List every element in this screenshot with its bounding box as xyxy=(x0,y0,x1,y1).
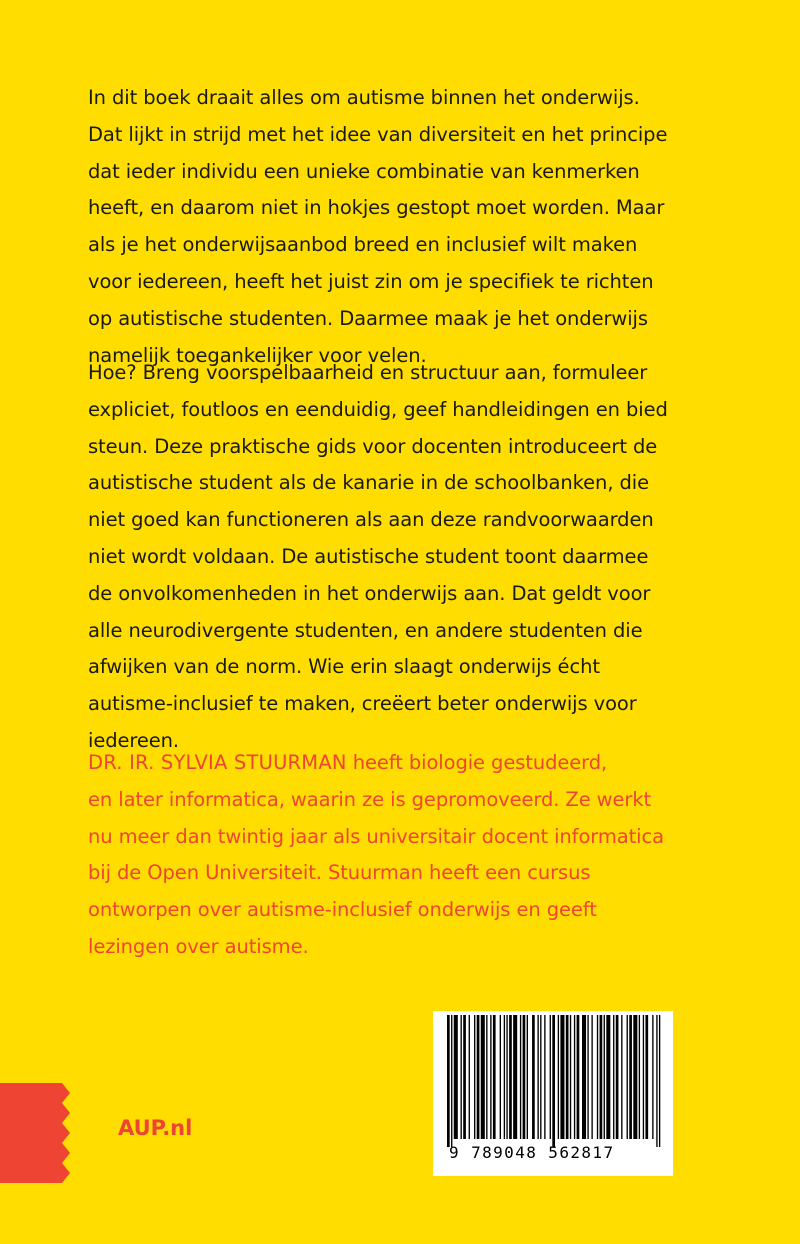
blurb-paragraph-2 xyxy=(88,355,768,760)
blurb-line: autisme-inclusief te maken, creëert beter onderwijs voor xyxy=(88,692,637,716)
blurb-line: In dit boek draait alles om autisme binnen het onderwijs. xyxy=(88,86,640,109)
blurb-line: afwijken van de norm. Wie erin slaagt onderwijs écht xyxy=(88,655,600,679)
blurb-line: voor iedereen, heeft het juist zin om je specifiek te richten xyxy=(88,269,654,293)
blurb-paragraph-1 xyxy=(88,80,768,374)
author-bio-line: lezingen over autisme. xyxy=(88,934,309,958)
publisher-website[interactable]: AUP.nl xyxy=(118,1116,193,1140)
blurb-line: dat ieder individu een unieke combinatie van kenmerken xyxy=(88,159,640,183)
blurb-line: niet goed kan functioneren als aan deze randvoorwaarden xyxy=(88,508,654,532)
author-bio-text: heeft biologie gestudeerd, xyxy=(346,751,608,774)
blurb-line: heeft, en daarom niet in hokjes gestopt moet worden. Maar xyxy=(88,196,665,220)
blurb-line: iedereen. xyxy=(88,728,180,752)
blurb-line: namelijk toegankelijker voor velen. xyxy=(88,343,427,367)
blurb-line: expliciet, foutloos en eenduidig, geef handleidingen en bied xyxy=(88,397,668,421)
barcode xyxy=(433,1011,673,1176)
blurb-line: autistische student als de kanarie in de schoolbanken, die xyxy=(88,471,650,495)
author-name: DR. IR. SYLVIA STUURMAN xyxy=(88,751,347,774)
author-bio-line: bij de Open Universiteit. Stuurman heeft een cursus xyxy=(88,861,591,885)
publisher-zigzag-mark xyxy=(0,1083,70,1183)
isbn-number: 9 789048 562817 xyxy=(449,1143,615,1162)
blurb-line: Dat lijkt in strijd met het idee van diversiteit en het principe xyxy=(88,122,668,146)
blurb-line: op autistische studenten. Daarmee maak je het onderwijs xyxy=(88,306,648,330)
author-bio-line: ontworpen over autisme-inclusief onderwijs en geeft xyxy=(88,898,597,922)
author-bio-line: nu meer dan twintig jaar als universitair docent informatica xyxy=(88,824,664,848)
blurb-line: niet wordt voldaan. De autistische student toont daarmee xyxy=(88,544,649,568)
blurb-line: alle neurodivergente studenten, en andere studenten die xyxy=(88,618,643,642)
author-bio-line: en later informatica, waarin ze is gepromoveerd. Ze werkt xyxy=(88,787,652,811)
blurb-line: steun. Deze praktische gids voor docenten introduceert de xyxy=(88,434,658,458)
blurb-line: Hoe? Breng voorspelbaarheid en structuur aan, formuleer xyxy=(88,361,648,384)
author-bio xyxy=(88,745,768,966)
author-bio-first-line xyxy=(88,745,768,782)
blurb-line: de onvolkomenheden in het onderwijs aan. Dat geldt voor xyxy=(88,581,651,605)
blurb-line: als je het onderwijsaanbod breed en inclusief wilt maken xyxy=(88,233,638,257)
